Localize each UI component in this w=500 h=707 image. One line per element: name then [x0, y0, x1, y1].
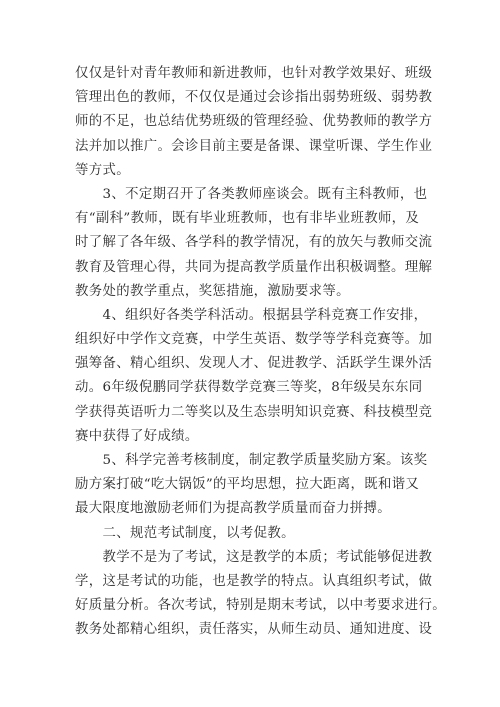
- text-line: 好质量分析。各次考试，特别是期末考试，以中考要求进行。: [75, 598, 446, 614]
- text-line: 赛中获得了好成绩。: [75, 428, 199, 444]
- text-line: 组织好中学作文竞赛，中学生英语、数学等学科竞赛等。加: [75, 332, 433, 348]
- text-line: 最大限度地激励老师们为提高教学质量而奋力拼搏。: [75, 501, 392, 517]
- text-line: 教学不是为了考试，这是教学的本质；考试能够促进教: [75, 549, 433, 565]
- text-line: 教务处都精心组织，责任落实，从师生动员、通知进度、设: [75, 622, 433, 638]
- body-text: [75, 62, 446, 643]
- text-line: 教育及管理心得，共同为提高教学质量作出积极调整。理解: [75, 259, 433, 275]
- text-line: 3、不定期召开了各类教师座谈会。既有主科教师，也: [75, 186, 428, 202]
- text-line: 师的不足，也总结优势班级的管理经验、优势教师的教学方: [75, 114, 433, 130]
- text-line: 励方案打破“吃大锅饭”的平均思想，拉大距离，既和谐又: [75, 477, 420, 493]
- text-line: 5、科学完善考核制度，制定教学质量奖励方案。该奖: [75, 453, 428, 468]
- text-line: 学获得英语听力二等奖以及生态崇明知识竞赛、科技模型竞: [75, 404, 433, 420]
- text-line: 强筹备、精心组织、发现人才、促进教学、活跃学生课外活: [75, 356, 433, 372]
- text-line: 动。6年级倪鹏同学获得数学竞赛三等奖，8年级吴东东同: [75, 380, 423, 396]
- text-line: 二、规范考试制度，以考促教。: [75, 525, 295, 541]
- text-line: 仅仅是针对青年教师和新进教师，也针对教学效果好、班级: [75, 66, 433, 81]
- text-line: 学，这是考试的功能，也是教学的特点。认真组织考试，做: [75, 573, 433, 589]
- text-line: 管理出色的教师，不仅仅是通过会诊指出弱势班级、弱势教: [75, 90, 433, 106]
- text-line: 等方式。: [75, 162, 130, 178]
- text-line: 法并加以推广。会诊目前主要是备课、课堂听课、学生作业: [75, 138, 433, 154]
- text-line: 4、组织好各类学科活动。根据县学科竞赛工作安排，: [75, 307, 428, 323]
- text-line: 有“副科”教师，既有毕业班教师，也有非毕业班教师，及: [75, 211, 420, 227]
- text-line: 时了解了各年级、各学科的教学情况，有的放矢与教师交流: [75, 235, 433, 251]
- text-line: 教务处的教学重点，奖惩措施，激励要求等。: [75, 283, 350, 299]
